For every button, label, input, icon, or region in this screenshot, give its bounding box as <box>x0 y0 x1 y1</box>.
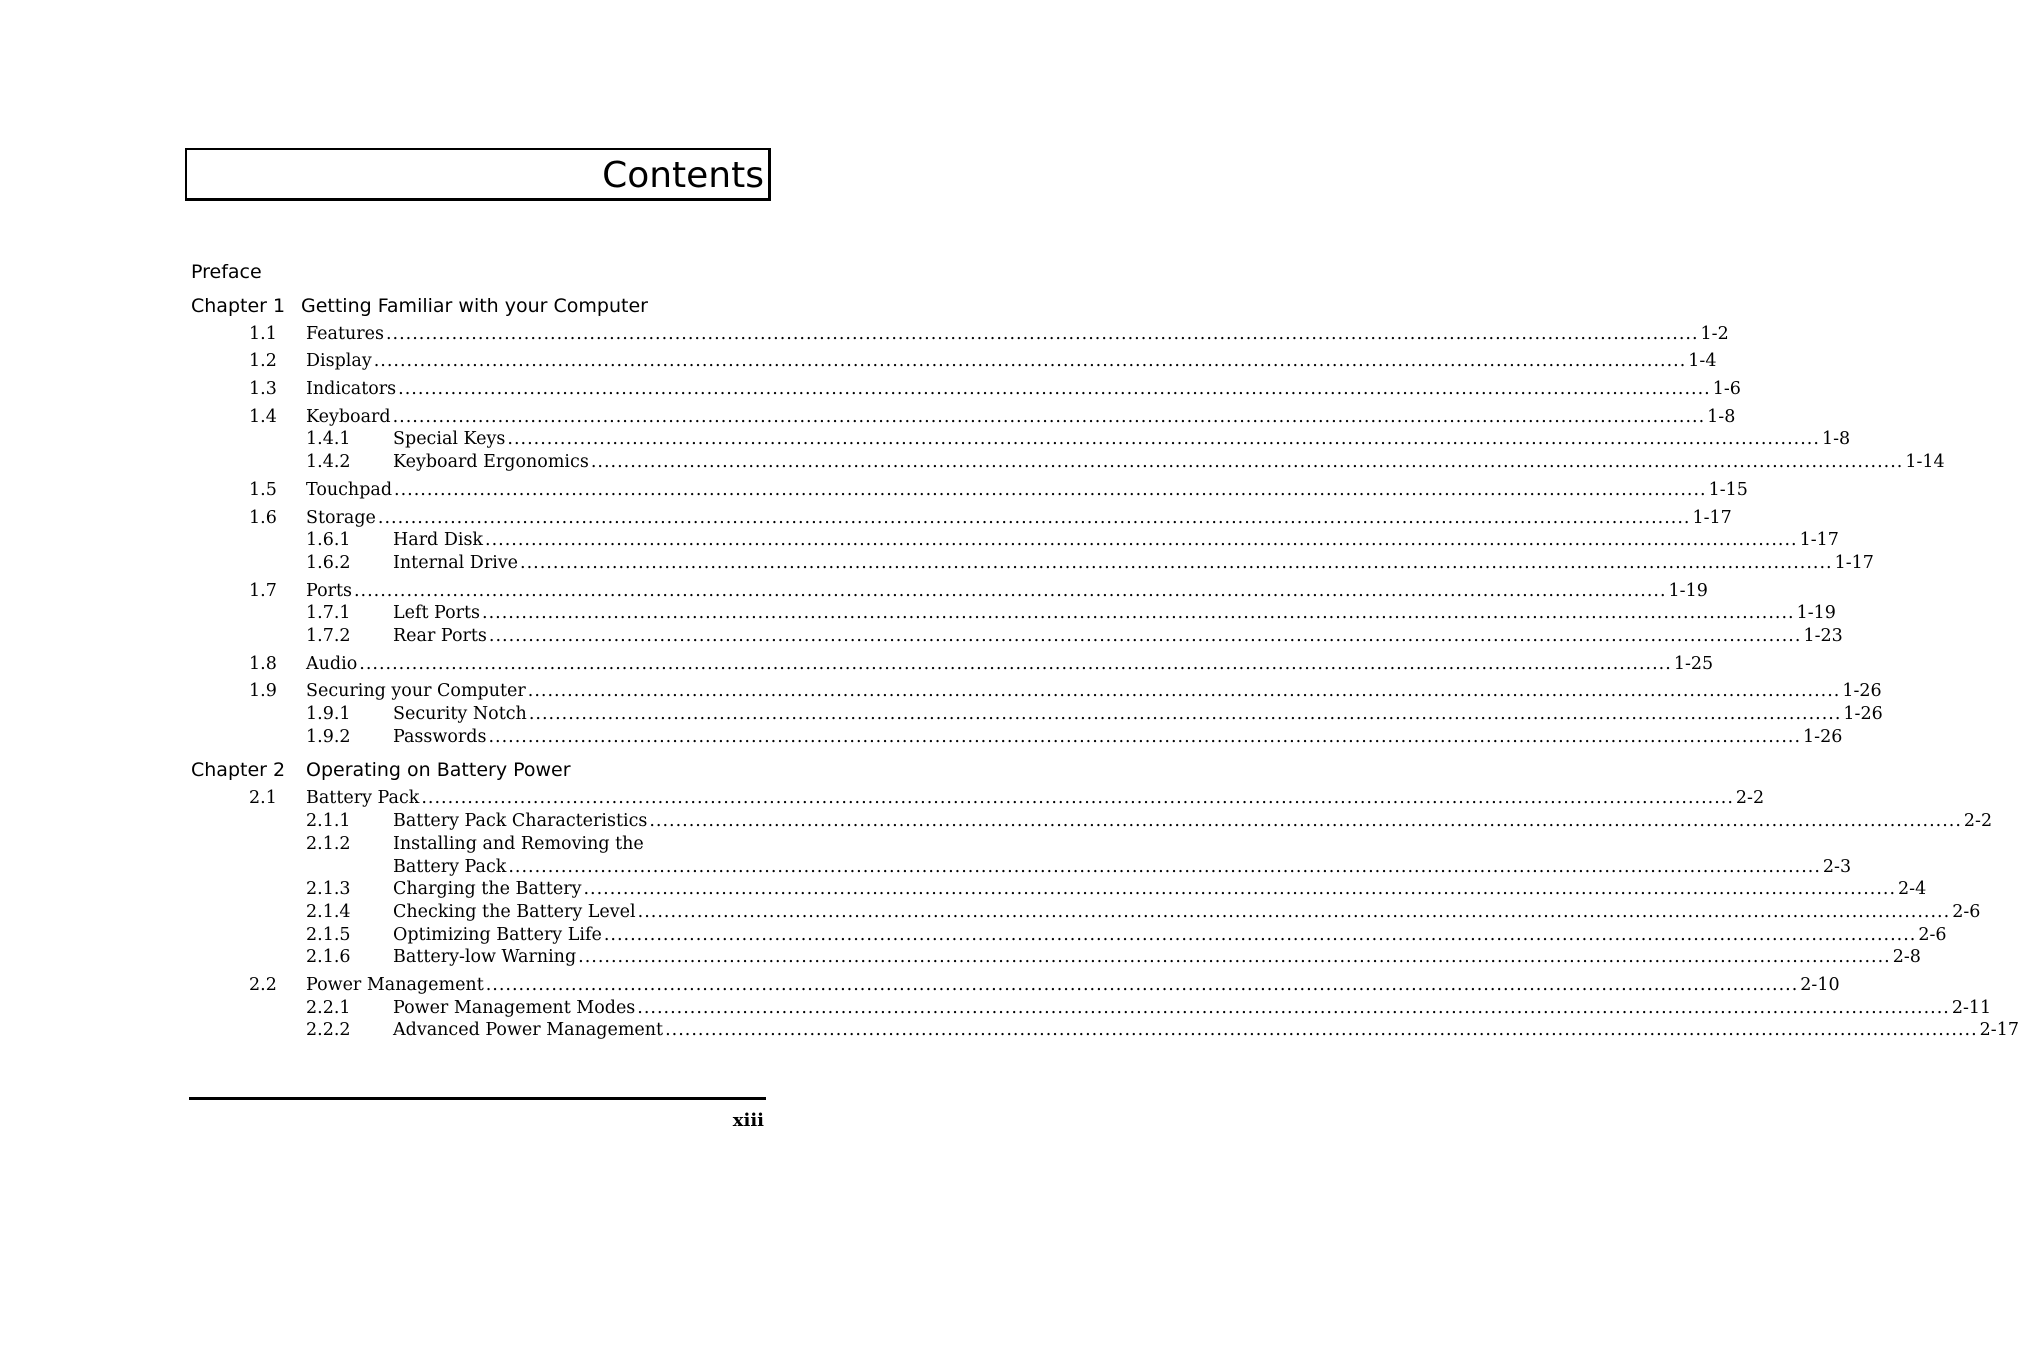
toc-entry-number: 1.2 <box>249 351 277 371</box>
toc-entry-number: 1.7.1 <box>306 603 351 623</box>
toc-entry-page: 1-25 <box>1673 654 1714 674</box>
toc-entry-page: 1-26 <box>1843 704 1883 724</box>
toc-entry[interactable] <box>0 652 1714 676</box>
toc-leader-dots: ........................................................................................................................................................................................................ <box>665 1020 1978 1040</box>
toc-entry-page: 2-6 <box>1952 902 1981 922</box>
toc-entry[interactable] <box>0 1018 2019 1042</box>
toc-entry-line <box>306 478 1748 502</box>
toc-entry-line <box>393 601 1836 625</box>
page-number: xiii <box>732 1110 764 1131</box>
toc-entry-page: 2-17 <box>1979 1020 2019 1040</box>
toc-entry-label: Audio <box>306 654 358 674</box>
toc-entry-label: Power Management <box>306 975 484 995</box>
toc-entry[interactable] <box>0 679 1882 703</box>
toc-entry-label: Checking the Battery Level <box>393 902 636 922</box>
chapter-1-label[interactable]: Chapter 1 <box>191 295 286 317</box>
toc-entry[interactable] <box>0 322 1729 346</box>
toc-leader-dots: ........................................................................................................................................................................................................ <box>527 681 1841 701</box>
toc-entry-page: 2-8 <box>1892 947 1921 967</box>
toc-entry-page: 1-17 <box>1692 508 1732 528</box>
toc-entry[interactable] <box>0 945 1921 969</box>
toc-entry-line <box>393 624 1843 648</box>
toc-entry-number: 2.2.1 <box>306 998 351 1018</box>
preface-heading[interactable]: Preface <box>191 261 262 283</box>
toc-leader-dots: ........................................................................................................................................................................................................ <box>353 581 1667 601</box>
toc-entry-page: 2-2 <box>1963 811 1993 831</box>
toc-entry-number: 2.1.3 <box>306 879 351 899</box>
toc-leader-dots: ........................................................................................................................................................................................................ <box>392 407 1706 427</box>
toc-entry[interactable] <box>0 450 1945 474</box>
toc-leader-dots: ........................................................................................................................................................................................................ <box>488 727 1802 747</box>
toc-entry-number: 2.1 <box>249 788 277 808</box>
toc-leader-dots: ........................................................................................................................................................................................................ <box>488 626 1802 646</box>
toc-entry-page: 1-6 <box>1712 379 1741 399</box>
toc-entry-page: 1-15 <box>1708 480 1748 500</box>
toc-entry[interactable] <box>0 973 1840 997</box>
toc-entry-number: 1.6 <box>249 508 277 528</box>
toc-entry-number: 2.2.2 <box>306 1020 351 1040</box>
toc-entry-label: Passwords <box>393 727 487 747</box>
toc-leader-dots: ........................................................................................................................................................................................................ <box>485 975 1799 995</box>
toc-leader-dots: ........................................................................................................................................................................................................ <box>394 480 1707 500</box>
toc-entry-label: Securing your Computer <box>306 681 526 701</box>
toc-entry-label: Storage <box>306 508 376 528</box>
toc-entry-label: Advanced Power Management <box>393 1020 664 1040</box>
toc-entry-line <box>393 809 1993 833</box>
toc-entry-number: 1.7 <box>249 581 277 601</box>
toc-entry-number: 2.1.5 <box>306 925 351 945</box>
toc-entry-number: 1.8 <box>249 654 277 674</box>
toc-entry-label: Special Keys <box>393 429 506 449</box>
toc-entry-number: 1.3 <box>249 379 277 399</box>
toc-entry-number: 1.4 <box>249 407 277 427</box>
toc-entry-label: Keyboard <box>306 407 391 427</box>
toc-entry-page: 1-8 <box>1821 429 1851 449</box>
toc-entry-number: 1.9.1 <box>306 704 351 724</box>
toc-leader-dots: ........................................................................................................................................................................................................ <box>583 879 1897 899</box>
toc-entry-label: Keyboard Ergonomics <box>393 452 589 472</box>
toc-entry-number: 1.7.2 <box>306 626 351 646</box>
toc-entry[interactable] <box>0 405 1736 429</box>
toc-entry-line <box>393 996 1992 1020</box>
toc-entry-label: Internal Drive <box>393 553 519 573</box>
toc-entry-page: 2-2 <box>1735 788 1765 808</box>
toc-leader-dots: ........................................................................................................................................................................................................ <box>603 925 1917 945</box>
toc-entry[interactable] <box>0 923 1947 947</box>
chapter-2-title[interactable]: Operating on Battery Power <box>306 759 571 781</box>
toc-entry-number: 2.1.2 <box>306 834 351 854</box>
toc-leader-dots: ........................................................................................................................................................................................................ <box>373 351 1687 371</box>
toc-leader-dots: ........................................................................................................................................................................................................ <box>359 654 1672 674</box>
toc-entry[interactable] <box>0 809 1993 833</box>
toc-entry-line <box>306 405 1736 429</box>
toc-entry-number: 1.1 <box>249 324 277 344</box>
toc-leader-dots: ........................................................................................................................................................................................................ <box>385 324 1699 344</box>
toc-entry-line <box>306 506 1732 530</box>
toc-leader-dots: ........................................................................................................................................................................................................ <box>508 857 1821 877</box>
toc-entry-label: Power Management Modes <box>393 998 636 1018</box>
toc-entry-page: 1-2 <box>1700 324 1729 344</box>
toc-entry[interactable] <box>0 624 1843 648</box>
toc-entry-page: 1-19 <box>1668 581 1708 601</box>
toc-entry-label: Charging the Battery <box>393 879 582 899</box>
footer-rule <box>189 1097 766 1100</box>
toc-entry[interactable] <box>0 786 1765 810</box>
toc-entry-label: Ports <box>306 581 352 601</box>
toc-entry-page: 1-4 <box>1688 351 1717 371</box>
toc-entry[interactable] <box>0 377 1741 401</box>
toc-entry-line <box>393 877 1927 901</box>
toc-entry-page: 2-10 <box>1800 975 1840 995</box>
toc-entry-line <box>393 945 1921 969</box>
toc-entry-line <box>306 679 1882 703</box>
title-box <box>185 148 771 201</box>
toc-entry[interactable] <box>0 506 1732 530</box>
toc-leader-dots: ........................................................................................................................................................................................................ <box>485 530 1798 550</box>
toc-leader-dots: ........................................................................................................................................................................................................ <box>649 811 1962 831</box>
toc-entry-line <box>393 923 1947 947</box>
toc-entry-number: 1.9.2 <box>306 727 351 747</box>
toc-entry-page: 2-3 <box>1822 857 1852 877</box>
toc-entry-page: 2-6 <box>1918 925 1947 945</box>
toc-entry-line <box>393 528 1839 552</box>
toc-entry-line <box>306 579 1708 603</box>
toc-leader-dots: ........................................................................................................................................................................................................ <box>377 508 1691 528</box>
toc-entry-line <box>306 973 1840 997</box>
toc-entry-label: Features <box>306 324 384 344</box>
toc-entry[interactable] <box>0 832 1852 877</box>
toc-leader-dots: ........................................................................................................................................................................................................ <box>528 704 1842 724</box>
toc-entry-label: Optimizing Battery Life <box>393 925 602 945</box>
toc-entry-page: 1-19 <box>1796 603 1836 623</box>
toc-entry-label: Touchpad <box>306 480 393 500</box>
toc-entry-line <box>393 450 1945 474</box>
toc-entry-label: Display <box>306 351 372 371</box>
toc-entry-number: 2.1.1 <box>306 811 351 831</box>
toc-entry-number: 1.5 <box>249 480 277 500</box>
toc-entry-page: 1-17 <box>1834 553 1874 573</box>
page-title: Contents <box>602 155 764 196</box>
toc-entry-number: 1.9 <box>249 681 277 701</box>
toc-entry-line <box>306 349 1717 373</box>
toc-entry-number: 2.1.6 <box>306 947 351 967</box>
toc-entry-label: Security Notch <box>393 704 527 724</box>
toc-entry-line <box>393 1018 2019 1042</box>
toc-entry-label: Hard Disk <box>393 530 484 550</box>
toc-entry[interactable] <box>0 900 1981 924</box>
toc-entry-line <box>306 786 1765 810</box>
toc-entry-number: 2.1.4 <box>306 902 351 922</box>
toc-entry[interactable] <box>0 702 1883 726</box>
toc-entry-line <box>393 900 1981 924</box>
toc-entry[interactable] <box>0 478 1748 502</box>
toc-entry-number: 1.6.1 <box>306 530 351 550</box>
toc-entry-page: 1-26 <box>1803 727 1843 747</box>
toc-entry-line <box>393 855 1852 879</box>
toc-leader-dots: ........................................................................................................................................................................................................ <box>637 902 1951 922</box>
toc-entry[interactable] <box>0 877 1927 901</box>
toc-leader-dots: ........................................................................................................................................................................................................ <box>637 998 1950 1018</box>
toc-leader-dots: ........................................................................................................................................................................................................ <box>398 379 1711 399</box>
toc-entry-line <box>393 427 1851 451</box>
toc-entry-label: Indicators <box>306 379 397 399</box>
toc-entry-label: Rear Ports <box>393 626 487 646</box>
toc-entry[interactable] <box>0 349 1717 373</box>
toc-entry[interactable] <box>0 551 1874 575</box>
toc-leader-dots: ........................................................................................................................................................................................................ <box>520 553 1833 573</box>
toc-entry-number: 2.2 <box>249 975 277 995</box>
toc-entry-label: Battery Pack <box>393 857 507 877</box>
toc-entry-line <box>306 652 1714 676</box>
toc-leader-dots: ........................................................................................................................................................................................................ <box>482 603 1795 623</box>
toc-leader-dots: ........................................................................................................................................................................................................ <box>421 788 1734 808</box>
toc-entry[interactable] <box>0 579 1708 603</box>
toc-leader-dots: ........................................................................................................................................................................................................ <box>590 452 1904 472</box>
chapter-1-title[interactable]: Getting Familiar with your Computer <box>301 295 648 317</box>
chapter-2-label[interactable]: Chapter 2 <box>191 759 286 781</box>
toc-entry-page: 1-26 <box>1842 681 1882 701</box>
toc-entry-line <box>393 551 1874 575</box>
toc-entry-page: 1-14 <box>1905 452 1945 472</box>
toc-entry-label: Installing and Removing the <box>393 834 644 854</box>
toc-entry[interactable] <box>0 725 1843 749</box>
toc-leader-dots: ........................................................................................................................................................................................................ <box>507 429 1820 449</box>
toc-entry-page: 2-4 <box>1898 879 1927 899</box>
toc-entry-page: 2-11 <box>1951 998 1992 1018</box>
toc-entry-page: 1-8 <box>1707 407 1736 427</box>
toc-entry-line <box>393 725 1843 749</box>
toc-entry-page: 1-17 <box>1799 530 1839 550</box>
toc-entry-number: 1.4.2 <box>306 452 351 472</box>
toc-entry-label: Battery Pack Characteristics <box>393 811 648 831</box>
toc-entry[interactable] <box>0 996 1992 1020</box>
toc-entry-line <box>393 702 1883 726</box>
toc-entry-line <box>306 322 1729 346</box>
toc-entry-number: 1.6.2 <box>306 553 351 573</box>
toc-entry[interactable] <box>0 528 1839 552</box>
toc-entry-label: Left Ports <box>393 603 481 623</box>
toc-entry-number: 1.4.1 <box>306 429 351 449</box>
toc-leader-dots: ........................................................................................................................................................................................................ <box>578 947 1891 967</box>
toc-entry-label: Battery-low Warning <box>393 947 577 967</box>
toc-entry-line <box>306 377 1741 401</box>
toc-entry-page: 1-23 <box>1803 626 1843 646</box>
toc-entry-label: Battery Pack <box>306 788 420 808</box>
toc-entry[interactable] <box>0 427 1851 451</box>
toc-entry[interactable] <box>0 601 1836 625</box>
